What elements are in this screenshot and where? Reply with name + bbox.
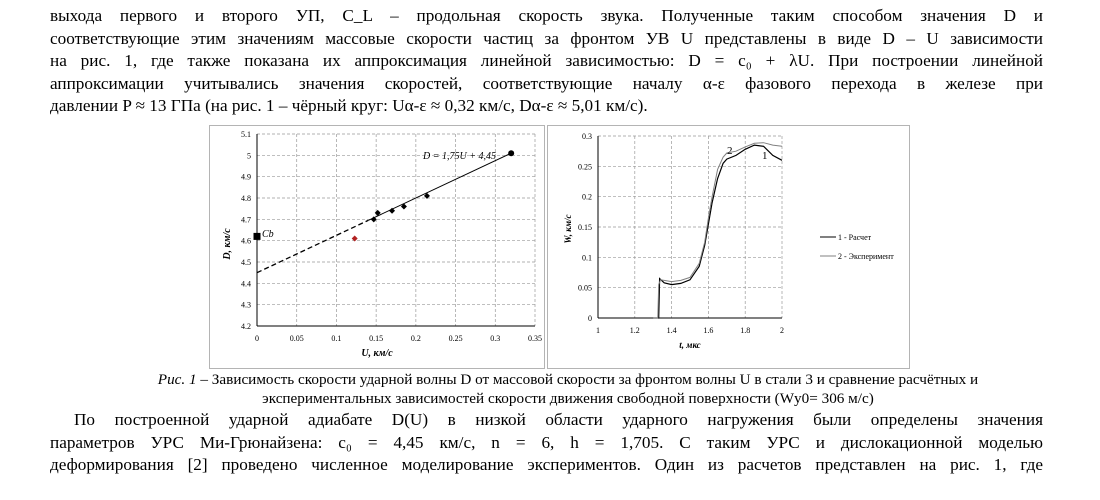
text-line: деформирования [2] проведено численное моделирование экспериментов. Один из расчетов представлен на рис. 1, где [50, 455, 1043, 475]
x-tick-label: 1.2 [629, 326, 640, 335]
x-tick-label: 1.8 [740, 326, 751, 335]
caption-line-1: – Зависимость скорости ударной волны D от массовой скорости за фронтом волны U в стали 3 и сравнение расчётных и [196, 371, 979, 388]
caption-fig-label: Рис. 1 [157, 371, 197, 388]
y-tick-label: 4.3 [241, 300, 251, 310]
series-line-2 [653, 143, 782, 318]
y-tick-label: 0.25 [578, 162, 592, 172]
x-tick-label: 0.3 [490, 334, 501, 343]
y-tick-label: 5 [247, 151, 251, 161]
caption-line-2: экспериментальных зависимостей скорости движения свободной поверхности (Wу0= 306 м/с) [262, 390, 874, 407]
x-tick-label: 0.25 [448, 334, 463, 343]
x-tick-label: 0.35 [528, 334, 542, 343]
y-tick-label: 4.7 [241, 215, 251, 225]
legend-entry-2: 2 - Эксперимент [838, 252, 894, 261]
x-axis-label: t, мкс [679, 340, 701, 350]
x-axis-label: U, км/с [361, 348, 393, 359]
x-tick-label: 1.4 [666, 326, 677, 335]
x-tick-label: 0.05 [289, 334, 304, 343]
y-tick-label: 4.8 [241, 194, 251, 203]
text-line: выхода первого и второго УП, C_L – продольная скорость звука. Полученные таким способом значения D и [50, 6, 1043, 25]
right-chart [548, 126, 909, 368]
text-line: на рис. 1, где также показана их аппроксимация линейной зависимостью: D = c₀ + λU. При построении линейной [50, 51, 1043, 71]
x-tick-label: 0.15 [369, 334, 384, 343]
curve-label-1: 1 [762, 150, 768, 162]
y-tick-label: 0.05 [578, 283, 592, 293]
y-axis-label: W, км/с [563, 214, 573, 244]
y-tick-label: 4.9 [241, 172, 251, 182]
left-chart [210, 126, 544, 368]
text-line: соответствующие этим значениям массовые скорости частиц за фронтом УВ U представлены в виде D – U зависимости [50, 28, 1043, 48]
y-tick-label: 4.6 [241, 236, 251, 246]
bottom-paragraph [50, 409, 1043, 477]
y-tick-label: 0.15 [578, 223, 592, 232]
y-tick-label: 0.3 [582, 132, 592, 141]
legend-entry-1: 1 - Расчет [838, 233, 872, 242]
y-tick-label: 0.2 [582, 192, 592, 202]
text-line: давлении P ≈ 13 ГПа (на рис. 1 – чёрный круг: Uα-ε ≈ 0,32 км/с, Dα-ε ≈ 5,01 км/с). [50, 96, 648, 116]
x-tick-label: 1 [596, 326, 600, 335]
figure-caption [50, 370, 1086, 408]
cb-label: Cb [262, 229, 274, 240]
y-tick-label: 5.1 [241, 130, 251, 139]
left-chart-frame [209, 125, 545, 369]
y-tick-label: 4.4 [241, 279, 251, 289]
top-paragraph [50, 5, 1043, 118]
y-tick-label: 4.5 [241, 258, 251, 267]
curve-label-2: 2 [727, 145, 733, 157]
data-point-phase-transition [508, 150, 514, 156]
text-line: аппроксимации учитывались значения скоростей, соответствующие началу α-ε фазового перехода в железе при [50, 73, 1043, 93]
x-tick-label: 0.1 [331, 334, 342, 343]
x-tick-label: 0.2 [410, 334, 421, 343]
fit-line-dashed [257, 220, 368, 272]
right-chart-frame [547, 125, 910, 369]
x-tick-label: 1.6 [703, 326, 714, 335]
equation-label: D = 1,75U + 4,45 [423, 151, 496, 162]
x-tick-label: 2 [780, 326, 784, 335]
y-axis-label: D, км/с [222, 228, 233, 260]
y-tick-label: 0 [588, 314, 592, 323]
x-tick-label: 0 [255, 334, 259, 343]
legend [820, 233, 894, 261]
text-line: параметров УРС Ми-Грюнайзена: c₀ = 4,45 км/с, n = 6, h = 1,705. С таким УРС и дислокационной моделью [50, 432, 1043, 452]
y-tick-label: 4.2 [241, 322, 251, 331]
y-tick-label: 0.1 [582, 253, 592, 263]
text-line: По построенной ударной адиабате D(U) в низкой области ударного нагружения были определены значения [74, 410, 1043, 429]
data-point-cb [254, 233, 261, 240]
